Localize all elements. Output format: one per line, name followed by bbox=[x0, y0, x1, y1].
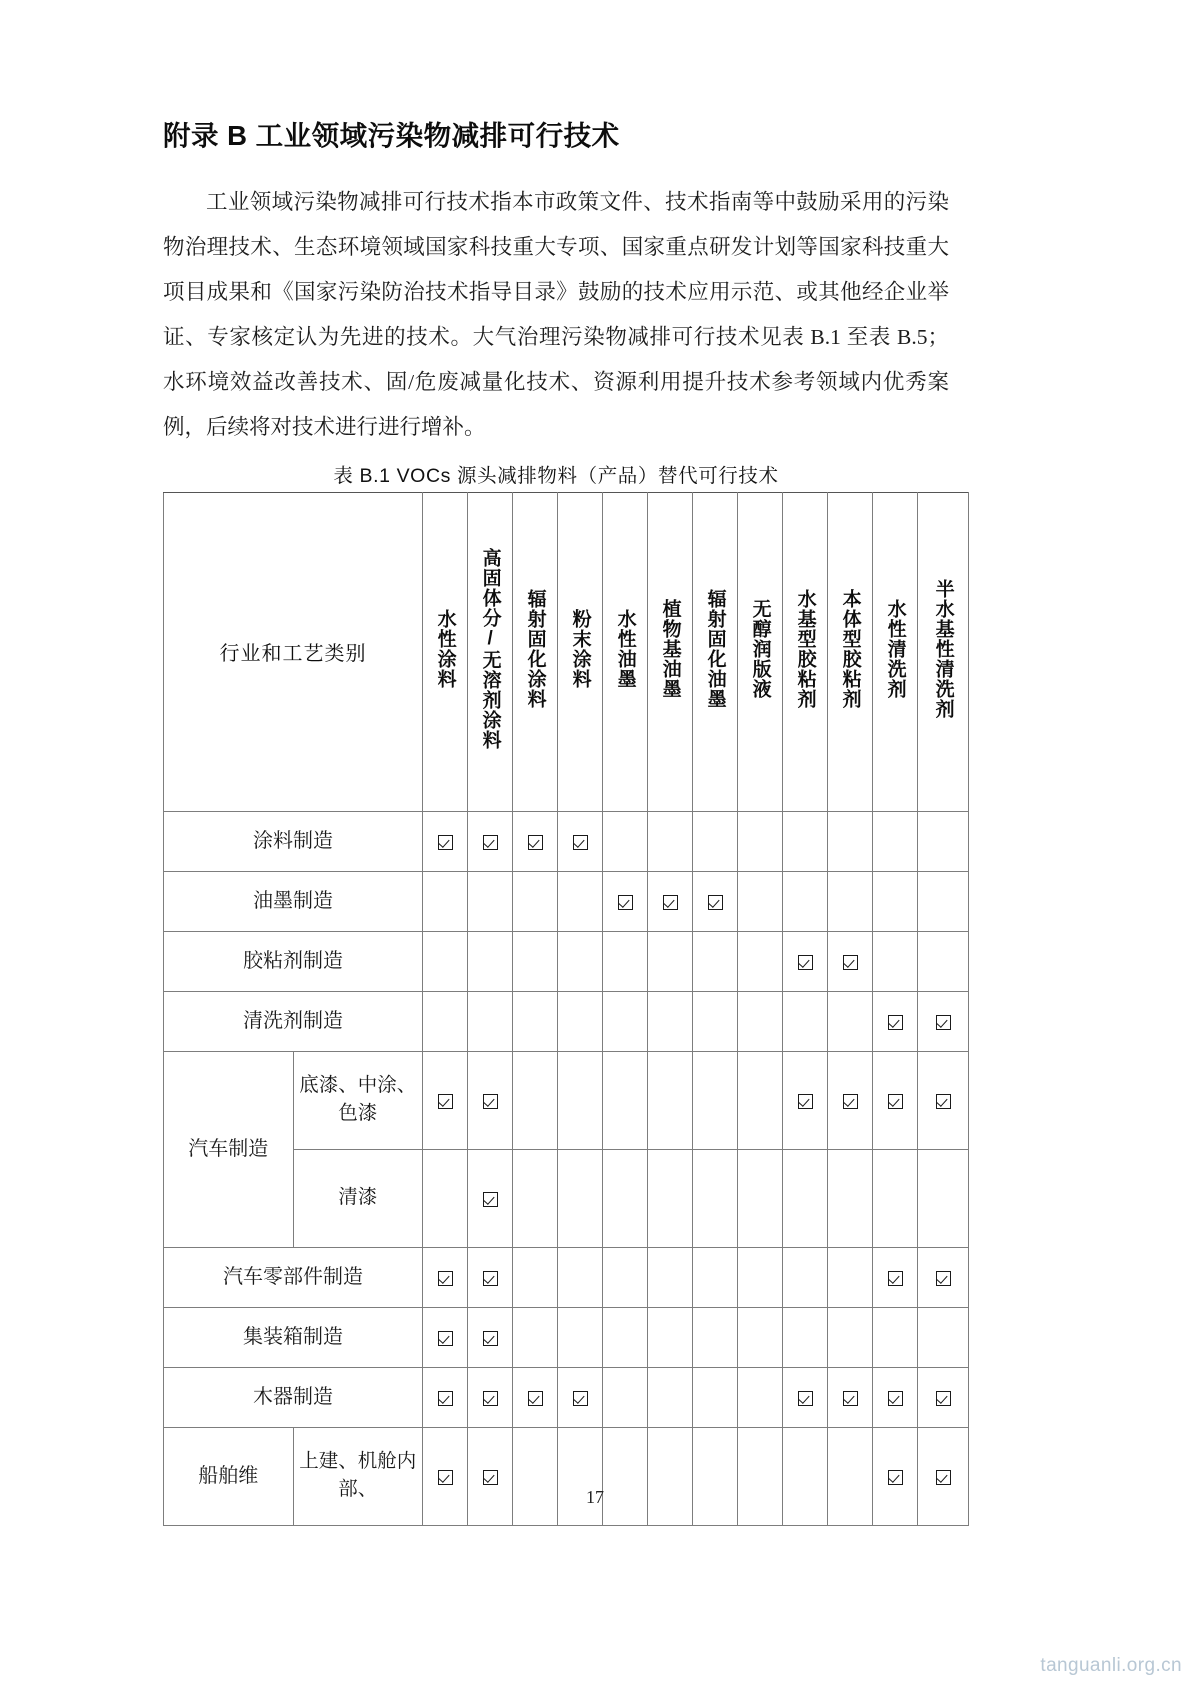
checkmark-icon bbox=[528, 1391, 543, 1406]
table-cell[interactable] bbox=[873, 1367, 918, 1427]
table-cell[interactable] bbox=[918, 1427, 969, 1525]
table-cell[interactable] bbox=[468, 811, 513, 871]
checkmark-icon bbox=[936, 1470, 951, 1485]
table-cell[interactable] bbox=[918, 871, 969, 931]
checkmark-icon bbox=[483, 1271, 498, 1286]
table-cell[interactable] bbox=[603, 1367, 648, 1427]
checkmark-icon bbox=[483, 1470, 498, 1485]
table-cell[interactable] bbox=[828, 931, 873, 991]
checkmark-icon bbox=[438, 1470, 453, 1485]
table-cell[interactable] bbox=[648, 811, 693, 871]
table-cell[interactable] bbox=[513, 931, 558, 991]
table-cell[interactable] bbox=[693, 1427, 738, 1525]
table-cell[interactable] bbox=[918, 931, 969, 991]
table-cell[interactable] bbox=[558, 1149, 603, 1247]
table-cell[interactable] bbox=[873, 1247, 918, 1307]
column-header-4-label: 粉末涂料 bbox=[569, 609, 591, 690]
table-cell[interactable] bbox=[873, 1307, 918, 1367]
table-cell[interactable] bbox=[738, 931, 783, 991]
table-cell[interactable] bbox=[603, 991, 648, 1051]
row-group-label: 船舶维 bbox=[164, 1427, 294, 1525]
checkmark-icon bbox=[663, 895, 678, 910]
table-cell[interactable] bbox=[918, 1307, 969, 1367]
checkmark-icon bbox=[888, 1470, 903, 1485]
row-sublabel: 上建、机舱内部、 bbox=[293, 1427, 423, 1525]
table-row bbox=[164, 1367, 969, 1427]
checkmark-icon bbox=[936, 1015, 951, 1030]
column-header-6 bbox=[648, 492, 693, 811]
table-cell[interactable] bbox=[738, 1051, 783, 1149]
table-cell[interactable] bbox=[558, 1307, 603, 1367]
column-header-7 bbox=[693, 492, 738, 811]
row-label: 胶粘剂制造 bbox=[164, 931, 423, 991]
table-cell[interactable] bbox=[828, 1149, 873, 1247]
checkmark-icon bbox=[798, 1391, 813, 1406]
table-cell[interactable] bbox=[693, 1149, 738, 1247]
checkmark-icon bbox=[936, 1271, 951, 1286]
checkmark-icon bbox=[438, 1391, 453, 1406]
checkmark-icon bbox=[888, 1391, 903, 1406]
checkmark-icon bbox=[936, 1094, 951, 1109]
table-cell[interactable] bbox=[468, 1149, 513, 1247]
table-cell[interactable] bbox=[423, 991, 468, 1051]
table-cell[interactable] bbox=[828, 1051, 873, 1149]
table-cell[interactable] bbox=[558, 1367, 603, 1427]
table-cell[interactable] bbox=[783, 991, 828, 1051]
table-body bbox=[164, 811, 969, 1525]
table-cell[interactable] bbox=[603, 871, 648, 931]
column-header-11 bbox=[873, 492, 918, 811]
table-cell[interactable] bbox=[648, 931, 693, 991]
table-cell[interactable] bbox=[783, 1367, 828, 1427]
table-cell[interactable] bbox=[423, 1307, 468, 1367]
column-header-1 bbox=[423, 492, 468, 811]
watermark bbox=[1040, 1655, 1182, 1677]
table-cell[interactable] bbox=[693, 1247, 738, 1307]
table-cell[interactable] bbox=[603, 1051, 648, 1149]
table-cell[interactable] bbox=[603, 1247, 648, 1307]
table-cell[interactable] bbox=[513, 1427, 558, 1525]
table-cell[interactable] bbox=[558, 931, 603, 991]
table-cell[interactable] bbox=[513, 871, 558, 931]
checkmark-icon bbox=[843, 1391, 858, 1406]
table-cell[interactable] bbox=[648, 1149, 693, 1247]
table-cell[interactable] bbox=[558, 1247, 603, 1307]
table-cell[interactable] bbox=[873, 1149, 918, 1247]
table-cell[interactable] bbox=[423, 1051, 468, 1149]
table-cell[interactable] bbox=[468, 1427, 513, 1525]
table-cell[interactable] bbox=[648, 1247, 693, 1307]
page-content bbox=[163, 118, 954, 1526]
checkmark-icon bbox=[438, 1094, 453, 1109]
table-cell[interactable] bbox=[738, 1149, 783, 1247]
checkmark-icon bbox=[618, 895, 633, 910]
table-cell[interactable] bbox=[693, 991, 738, 1051]
table-cell[interactable] bbox=[783, 931, 828, 991]
checkmark-icon bbox=[483, 1192, 498, 1207]
table-row bbox=[164, 1051, 969, 1149]
table-cell[interactable] bbox=[648, 1051, 693, 1149]
table-cell[interactable] bbox=[873, 1427, 918, 1525]
table-cell[interactable] bbox=[693, 1307, 738, 1367]
table-cell[interactable] bbox=[558, 1051, 603, 1149]
table-cell[interactable] bbox=[693, 811, 738, 871]
table-cell[interactable] bbox=[873, 1051, 918, 1149]
table-cell[interactable] bbox=[918, 1247, 969, 1307]
table-cell[interactable] bbox=[603, 1427, 648, 1525]
table-row bbox=[164, 1247, 969, 1307]
table-cell[interactable] bbox=[558, 1427, 603, 1525]
column-header-8-label: 无醇润版液 bbox=[749, 599, 771, 700]
table-cell[interactable] bbox=[603, 1149, 648, 1247]
column-header-9 bbox=[783, 492, 828, 811]
table-cell[interactable] bbox=[693, 1051, 738, 1149]
table-cell[interactable] bbox=[423, 931, 468, 991]
table-cell[interactable] bbox=[738, 811, 783, 871]
checkmark-icon bbox=[798, 1094, 813, 1109]
column-header-2 bbox=[468, 492, 513, 811]
table-cell[interactable] bbox=[423, 871, 468, 931]
table-cell[interactable] bbox=[828, 1427, 873, 1525]
checkmark-icon bbox=[483, 1094, 498, 1109]
column-header-5 bbox=[603, 492, 648, 811]
table-cell[interactable] bbox=[783, 1051, 828, 1149]
table-cell[interactable] bbox=[693, 871, 738, 931]
table-cell[interactable] bbox=[918, 991, 969, 1051]
table-cell[interactable] bbox=[603, 1307, 648, 1367]
column-header-5-label: 水性油墨 bbox=[614, 609, 636, 690]
table-cell[interactable] bbox=[648, 1427, 693, 1525]
table-cell[interactable] bbox=[423, 811, 468, 871]
table-cell[interactable] bbox=[738, 1427, 783, 1525]
table-cell[interactable] bbox=[828, 1307, 873, 1367]
checkmark-icon bbox=[483, 835, 498, 850]
table-cell[interactable] bbox=[423, 1367, 468, 1427]
row-label: 汽车零部件制造 bbox=[164, 1247, 423, 1307]
column-header-8 bbox=[738, 492, 783, 811]
page-number: 17 bbox=[586, 1487, 604, 1507]
column-header-3-label: 辐射固化涂料 bbox=[524, 589, 546, 710]
table-cell[interactable] bbox=[648, 1307, 693, 1367]
checkmark-icon bbox=[483, 1331, 498, 1346]
table-cell[interactable] bbox=[558, 871, 603, 931]
table-cell[interactable] bbox=[468, 991, 513, 1051]
column-header-12-label: 半水基性清洗剂 bbox=[932, 579, 954, 720]
row-label: 涂料制造 bbox=[164, 811, 423, 871]
column-header-10 bbox=[828, 492, 873, 811]
table-cell[interactable] bbox=[828, 811, 873, 871]
table-cell[interactable] bbox=[873, 871, 918, 931]
table-caption: 表 B.1 VOCs 源头减排物料（产品）替代可行技术 bbox=[333, 464, 779, 487]
table-cell[interactable] bbox=[783, 871, 828, 931]
checkmark-icon bbox=[708, 895, 723, 910]
checkmark-icon bbox=[888, 1015, 903, 1030]
table-cell[interactable] bbox=[873, 931, 918, 991]
table-cell[interactable] bbox=[558, 991, 603, 1051]
voc-substitution-table bbox=[163, 492, 969, 1526]
table-header bbox=[164, 492, 969, 811]
checkmark-icon bbox=[843, 955, 858, 970]
checkmark-icon bbox=[843, 1094, 858, 1109]
column-header-6-label: 植物基油墨 bbox=[659, 599, 681, 700]
table-cell[interactable] bbox=[558, 811, 603, 871]
table-cell[interactable] bbox=[423, 1427, 468, 1525]
page-title: 附录 B 工业领域污染物减排可行技术 bbox=[163, 120, 620, 151]
table-cell[interactable] bbox=[648, 991, 693, 1051]
table-row bbox=[164, 1307, 969, 1367]
intro-paragraph: 工业领域污染物减排可行技术指本市政策文件、技术指南等中鼓励采用的污染物治理技术、生态环境领域国家科技重大专项、国家重点研发计划等国家科技重大项目成果和《国家污染防治技术指导目录》鼓励的技术应用示范、或其他经企业举证、专家核定认为先进的技术。大气治理污染物减排可行技术见表 B.1 至表 B.5；水环境效益改善技术、固/危废减量化技术、资源利用提升技术参考领域内优秀案例，后续将对技术进行进行增补。 bbox=[163, 189, 949, 439]
table-cell[interactable] bbox=[423, 1149, 468, 1247]
table-cell[interactable] bbox=[738, 871, 783, 931]
table-cell[interactable] bbox=[513, 811, 558, 871]
table-cell[interactable] bbox=[513, 1367, 558, 1427]
table-cell[interactable] bbox=[873, 811, 918, 871]
watermark-text: tanguanli.org.cn bbox=[1040, 1655, 1182, 1676]
table-cell[interactable] bbox=[648, 871, 693, 931]
table-cell[interactable] bbox=[738, 991, 783, 1051]
table-cell[interactable] bbox=[783, 1149, 828, 1247]
checkmark-icon bbox=[528, 835, 543, 850]
table-cell[interactable] bbox=[738, 1307, 783, 1367]
column-header-1-label: 水性涂料 bbox=[434, 609, 456, 690]
column-header-12 bbox=[918, 492, 969, 811]
table-cell[interactable] bbox=[783, 1307, 828, 1367]
table-cell[interactable] bbox=[513, 1051, 558, 1149]
column-header-3 bbox=[513, 492, 558, 811]
table-cell[interactable] bbox=[828, 1367, 873, 1427]
table-cell[interactable] bbox=[873, 991, 918, 1051]
row-label: 油墨制造 bbox=[164, 871, 423, 931]
column-header-10-label: 本体型胶粘剂 bbox=[839, 589, 861, 710]
table-cell[interactable] bbox=[918, 1367, 969, 1427]
checkmark-icon bbox=[438, 1331, 453, 1346]
table-cell[interactable] bbox=[693, 1367, 738, 1427]
checkmark-icon bbox=[573, 1391, 588, 1406]
table-header-row bbox=[164, 492, 969, 811]
table-cell[interactable] bbox=[783, 1427, 828, 1525]
table-cell[interactable] bbox=[468, 931, 513, 991]
checkmark-icon bbox=[573, 835, 588, 850]
column-header-7-label: 辐射固化油墨 bbox=[704, 589, 726, 710]
row-label: 集装箱制造 bbox=[164, 1307, 423, 1367]
table-cell[interactable] bbox=[468, 1307, 513, 1367]
checkmark-icon bbox=[888, 1094, 903, 1109]
table-cell[interactable] bbox=[828, 991, 873, 1051]
table-cell[interactable] bbox=[513, 1307, 558, 1367]
checkmark-icon bbox=[438, 1271, 453, 1286]
checkmark-icon bbox=[438, 835, 453, 850]
table-row bbox=[164, 991, 969, 1051]
table-cell[interactable] bbox=[918, 1051, 969, 1149]
table-cell[interactable] bbox=[693, 931, 738, 991]
table-cell[interactable] bbox=[423, 1247, 468, 1307]
table-cell[interactable] bbox=[828, 1247, 873, 1307]
column-header-2-label: 高固体分/无溶剂涂料 bbox=[479, 548, 501, 751]
table-cell[interactable] bbox=[603, 931, 648, 991]
table-cell[interactable] bbox=[738, 1367, 783, 1427]
table-row bbox=[164, 931, 969, 991]
checkmark-icon bbox=[936, 1391, 951, 1406]
table-cell[interactable] bbox=[513, 1149, 558, 1247]
column-header-category: 行业和工艺类别 bbox=[164, 492, 423, 811]
table-cell[interactable] bbox=[828, 871, 873, 931]
table-cell[interactable] bbox=[738, 1247, 783, 1307]
table-row bbox=[164, 811, 969, 871]
column-header-4 bbox=[558, 492, 603, 811]
table-row bbox=[164, 1427, 969, 1525]
row-label: 清洗剂制造 bbox=[164, 991, 423, 1051]
table-cell[interactable] bbox=[468, 1051, 513, 1149]
column-header-9-label: 水基型胶粘剂 bbox=[794, 589, 816, 710]
table-cell[interactable] bbox=[513, 1247, 558, 1307]
table-cell[interactable] bbox=[468, 1367, 513, 1427]
table-cell[interactable] bbox=[783, 811, 828, 871]
checkmark-icon bbox=[888, 1271, 903, 1286]
table-cell[interactable] bbox=[918, 811, 969, 871]
checkmark-icon bbox=[483, 1391, 498, 1406]
row-sublabel: 底漆、中涂、色漆 bbox=[293, 1051, 423, 1149]
table-cell[interactable] bbox=[603, 811, 648, 871]
table-cell[interactable] bbox=[468, 871, 513, 931]
table-cell[interactable] bbox=[918, 1149, 969, 1247]
column-header-11-label: 水性清洗剂 bbox=[884, 599, 906, 700]
table-cell[interactable] bbox=[648, 1367, 693, 1427]
row-label: 木器制造 bbox=[164, 1367, 423, 1427]
table-row bbox=[164, 871, 969, 931]
row-group-label: 汽车制造 bbox=[164, 1051, 294, 1247]
table-cell[interactable] bbox=[468, 1247, 513, 1307]
table-cell[interactable] bbox=[513, 991, 558, 1051]
table-cell[interactable] bbox=[783, 1247, 828, 1307]
checkmark-icon bbox=[798, 955, 813, 970]
row-sublabel: 清漆 bbox=[293, 1149, 423, 1247]
